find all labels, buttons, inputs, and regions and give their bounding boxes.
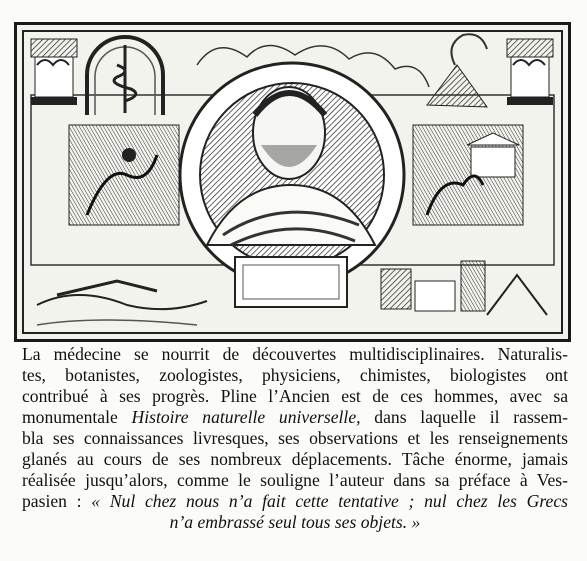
caption-line: tes, botanistes, zoologistes, physiciens, chimistes, biologistes ont bbox=[22, 365, 568, 385]
caption-text: pasien : bbox=[22, 491, 92, 511]
caption-text: dans laquelle il rassem- bbox=[360, 407, 568, 427]
ruined-city bbox=[381, 261, 547, 315]
caption-paragraph bbox=[22, 344, 568, 533]
engraving-illustration bbox=[14, 22, 571, 342]
column-capital-left bbox=[31, 39, 77, 105]
quote-text: n’a embrassé seul tous ses objets. » bbox=[169, 512, 421, 532]
ship-scene bbox=[37, 281, 207, 325]
caption-line: réalisée jusqu’alors, comme le souligne l’auteur dans sa préface à Ves- bbox=[22, 470, 568, 490]
caption-line bbox=[22, 512, 568, 533]
battle-scene-left bbox=[69, 125, 179, 225]
temple-scene-right bbox=[413, 125, 523, 225]
caption-line: contribué à ses progrès. Pline l’Ancien est de ces hommes, avec sa bbox=[22, 386, 568, 406]
pliny-bust-engraving bbox=[17, 25, 568, 339]
caption-line bbox=[22, 491, 568, 512]
caption-text: monumentale bbox=[22, 407, 132, 427]
medallion-bust bbox=[180, 63, 404, 307]
arch-caduceus bbox=[87, 37, 163, 115]
caption-line: bla ses connaissances livresques, ses observations et les renseignements bbox=[22, 428, 568, 448]
book-title: Histoire naturelle universelle, bbox=[131, 407, 361, 427]
caption-line: glanés au cours de ses nombreux déplacements. Tâche énorme, jamais bbox=[22, 449, 568, 469]
quote-text: « Nul chez nous n’a fait cette tentative ; nul chez les Grecs bbox=[91, 491, 568, 511]
column-capital-right bbox=[507, 39, 553, 105]
caption-line: La médecine se nourrit de découvertes multidisciplinaires. Naturalis- bbox=[22, 344, 568, 364]
caption-line bbox=[22, 407, 568, 428]
